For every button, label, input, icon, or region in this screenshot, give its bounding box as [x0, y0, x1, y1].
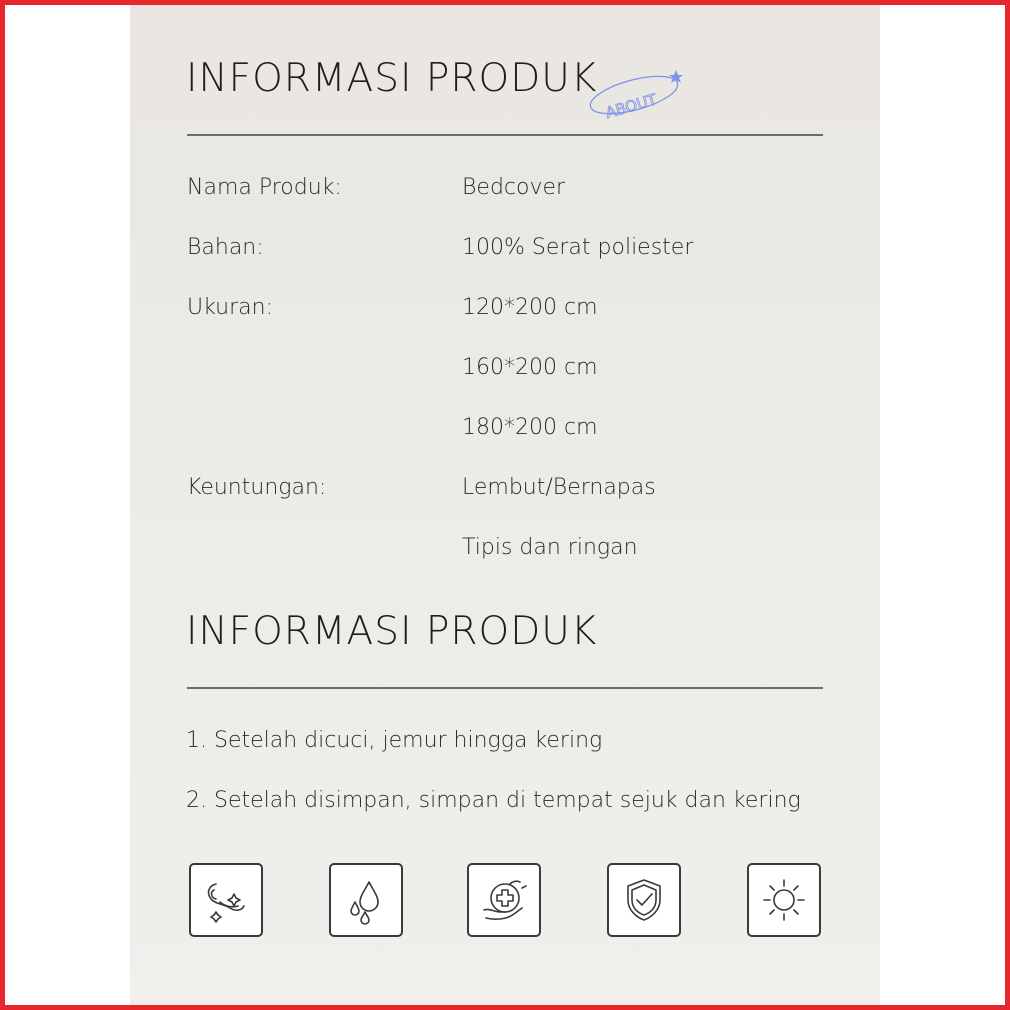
section-title-care-info: INFORMASI PRODUK	[186, 609, 598, 654]
label-benefits: Keuntungan:	[187, 475, 327, 500]
soft-fabric-icon	[189, 863, 263, 937]
healthy-hands-icon	[467, 863, 541, 937]
divider	[187, 134, 823, 136]
value-size: 180*200 cm	[462, 415, 598, 440]
value-material: 100% Serat poliester	[462, 235, 694, 260]
care-step: 1. Setelah dicuci, jemur hingga kering	[186, 728, 603, 753]
value-size: 160*200 cm	[462, 355, 598, 380]
value-size: 120*200 cm	[462, 295, 598, 320]
care-step: 2. Setelah disimpan, simpan di tempat sejuk dan kering	[186, 788, 801, 813]
label-material: Bahan:	[187, 235, 264, 260]
about-badge	[586, 64, 686, 122]
value-product-name: Bedcover	[462, 175, 566, 200]
value-benefit: Lembut/Bernapas	[462, 475, 656, 500]
about-badge-text: ABOUT	[603, 90, 659, 122]
content-panel	[130, 0, 880, 1010]
label-product-name: Nama Produk:	[187, 175, 342, 200]
value-benefit: Tipis dan ringan	[462, 535, 638, 560]
water-drops-icon	[329, 863, 403, 937]
protection-shield-icon	[607, 863, 681, 937]
label-size: Ukuran:	[187, 295, 273, 320]
sun-icon	[747, 863, 821, 937]
section-title-product-info: INFORMASI PRODUK	[186, 56, 598, 101]
divider	[187, 687, 823, 689]
